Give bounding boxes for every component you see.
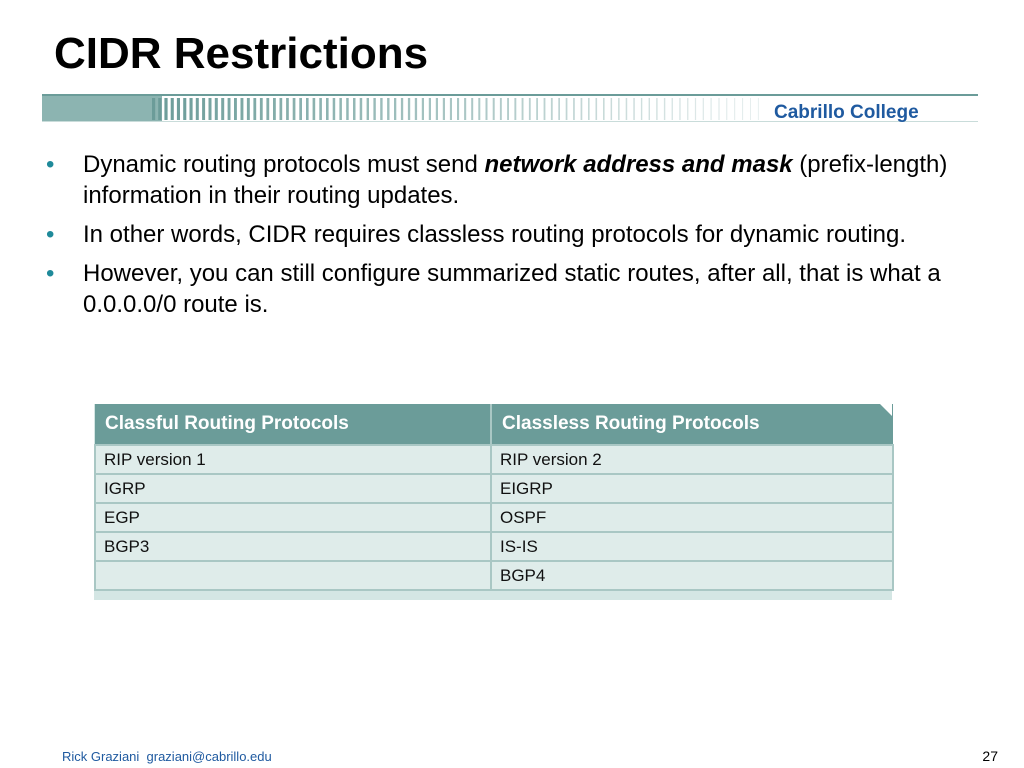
banner-stripe	[183, 98, 186, 120]
banner-stripe	[500, 98, 502, 120]
bullet-list	[46, 149, 996, 328]
banner-stripe	[373, 98, 375, 120]
banner-stripe	[326, 98, 329, 120]
banner-stripe	[247, 98, 250, 120]
banner-stripe	[464, 98, 466, 120]
banner-stripe	[313, 98, 316, 120]
banner-stripe	[566, 98, 568, 120]
banner-stripe	[656, 98, 657, 120]
bullet-icon: •	[46, 260, 55, 287]
banner-stripe	[493, 98, 495, 120]
table-row	[95, 561, 893, 590]
banner-stripe	[672, 98, 673, 120]
banner-stripe	[436, 98, 438, 120]
table-corner-cut	[880, 404, 892, 416]
banner-stripe	[618, 98, 620, 120]
banner-stripe	[266, 98, 269, 120]
table-row	[95, 445, 893, 474]
banner-stripe	[695, 98, 696, 120]
banner-stripe	[293, 98, 296, 120]
banner-stripe	[415, 98, 417, 120]
college-logo-text: Cabrillo College	[774, 102, 919, 123]
banner-stripe	[286, 98, 289, 120]
banner-stripe	[679, 98, 680, 120]
banner-stripe	[152, 98, 155, 120]
banner-stripe	[177, 98, 180, 120]
banner-stripe	[299, 98, 302, 120]
banner-stripe	[649, 98, 650, 120]
table-cell: EGP	[95, 503, 491, 532]
bullet-text: In other words, CIDR requires classless routing protocols for dynamic routing.	[83, 221, 907, 248]
table-cell: OSPF	[491, 503, 893, 532]
banner-stripe	[529, 98, 531, 120]
banner-stripe	[641, 98, 642, 120]
banner-stripe	[711, 98, 712, 120]
banner-stripe	[664, 98, 665, 120]
banner-stripe	[422, 98, 424, 120]
banner-stripe	[339, 98, 342, 120]
banner-stripe	[626, 98, 628, 120]
banner-stripe	[544, 98, 546, 120]
banner-stripe	[401, 98, 403, 120]
bullet-item-2	[46, 219, 996, 250]
banner-stripe	[551, 98, 553, 120]
banner-stripe	[228, 98, 231, 120]
bullet-item-1	[46, 149, 996, 211]
banner-stripe	[718, 98, 719, 120]
column-header-classless: Classless Routing Protocols	[491, 404, 893, 445]
banner-stripe	[507, 98, 509, 120]
table-cell: RIP version 2	[491, 445, 893, 474]
banner-stripe	[215, 98, 218, 120]
table-row	[95, 474, 893, 503]
table-cell: BGP3	[95, 532, 491, 561]
banner-stripe	[380, 98, 382, 120]
table-cell: RIP version 1	[95, 445, 491, 474]
banner-stripe	[443, 98, 445, 120]
banner-stripe	[367, 98, 369, 120]
table-cell: BGP4	[491, 561, 893, 590]
banner-stripe	[394, 98, 396, 120]
banner-stripe	[196, 98, 199, 120]
table-cell: IS-IS	[491, 532, 893, 561]
banner-stripe	[457, 98, 459, 120]
banner-stripe	[588, 98, 590, 120]
table-cell: EIGRP	[491, 474, 893, 503]
table-row	[95, 503, 893, 532]
banner-stripe	[346, 98, 349, 120]
banner-stripe	[750, 98, 751, 120]
table-cell	[95, 561, 491, 590]
banner-stripe	[234, 98, 237, 120]
bullet-text: Dynamic routing protocols must send	[83, 151, 485, 178]
column-header-classful: Classful Routing Protocols	[95, 404, 491, 445]
table-header-row	[95, 404, 893, 445]
banner-stripe	[471, 98, 473, 120]
banner-stripe	[306, 98, 309, 120]
bullet-item-3	[46, 258, 996, 320]
slide-title: CIDR Restrictions	[54, 29, 429, 78]
banner-stripe	[514, 98, 516, 120]
banner-stripe	[280, 98, 283, 120]
banner-stripe	[596, 98, 598, 120]
banner-stripe	[360, 98, 363, 120]
bullet-emphasis: network address and mask	[484, 151, 793, 178]
table-cell: IGRP	[95, 474, 491, 503]
banner-stripe	[333, 98, 336, 120]
banner-stripe	[273, 98, 276, 120]
banner-stripe	[429, 98, 431, 120]
protocols-table	[94, 404, 894, 591]
banner-stripe	[758, 98, 759, 120]
banner-stripe	[202, 98, 205, 120]
banner-stripe	[734, 98, 735, 120]
banner-stripe	[209, 98, 212, 120]
banner-stripe	[190, 98, 193, 120]
banner-stripe	[633, 98, 635, 120]
banner-stripe	[486, 98, 488, 120]
banner-stripe	[221, 98, 224, 120]
banner-stripe	[241, 98, 244, 120]
bullet-icon: •	[46, 151, 55, 178]
banner-stripe	[603, 98, 605, 120]
banner-stripe	[171, 98, 174, 120]
banner-stripe	[703, 98, 704, 120]
banner-stripe	[319, 98, 322, 120]
banner-stripe	[558, 98, 560, 120]
banner-stripe	[450, 98, 452, 120]
bullet-icon: •	[46, 221, 55, 248]
banner-stripe	[742, 98, 743, 120]
banner-stripe	[253, 98, 256, 120]
banner-stripe	[387, 98, 389, 120]
table-row	[95, 532, 893, 561]
banner-stripe	[726, 98, 727, 120]
banner-stripe	[687, 98, 688, 120]
banner-stripe	[611, 98, 613, 120]
routing-protocols-table	[94, 404, 892, 600]
bullet-text: (prefix-length) information in their routing updates.	[83, 151, 948, 209]
footer-author: Rick Graziani graziani@cabrillo.edu	[62, 749, 272, 764]
banner-stripe	[478, 98, 480, 120]
bullet-text: However, you can still configure summarized static routes, after all, that is what a 0.0.0.0/0 route is.	[83, 260, 941, 318]
banner-stripe	[260, 98, 263, 120]
banner-stripe	[573, 98, 575, 120]
banner-stripe	[164, 98, 167, 120]
banner-stripe	[581, 98, 583, 120]
banner-stripe	[158, 98, 161, 120]
banner-stripe	[408, 98, 410, 120]
banner-stripe	[353, 98, 356, 120]
page-number: 27	[982, 748, 998, 764]
banner-stripe	[522, 98, 524, 120]
banner-stripe	[536, 98, 538, 120]
